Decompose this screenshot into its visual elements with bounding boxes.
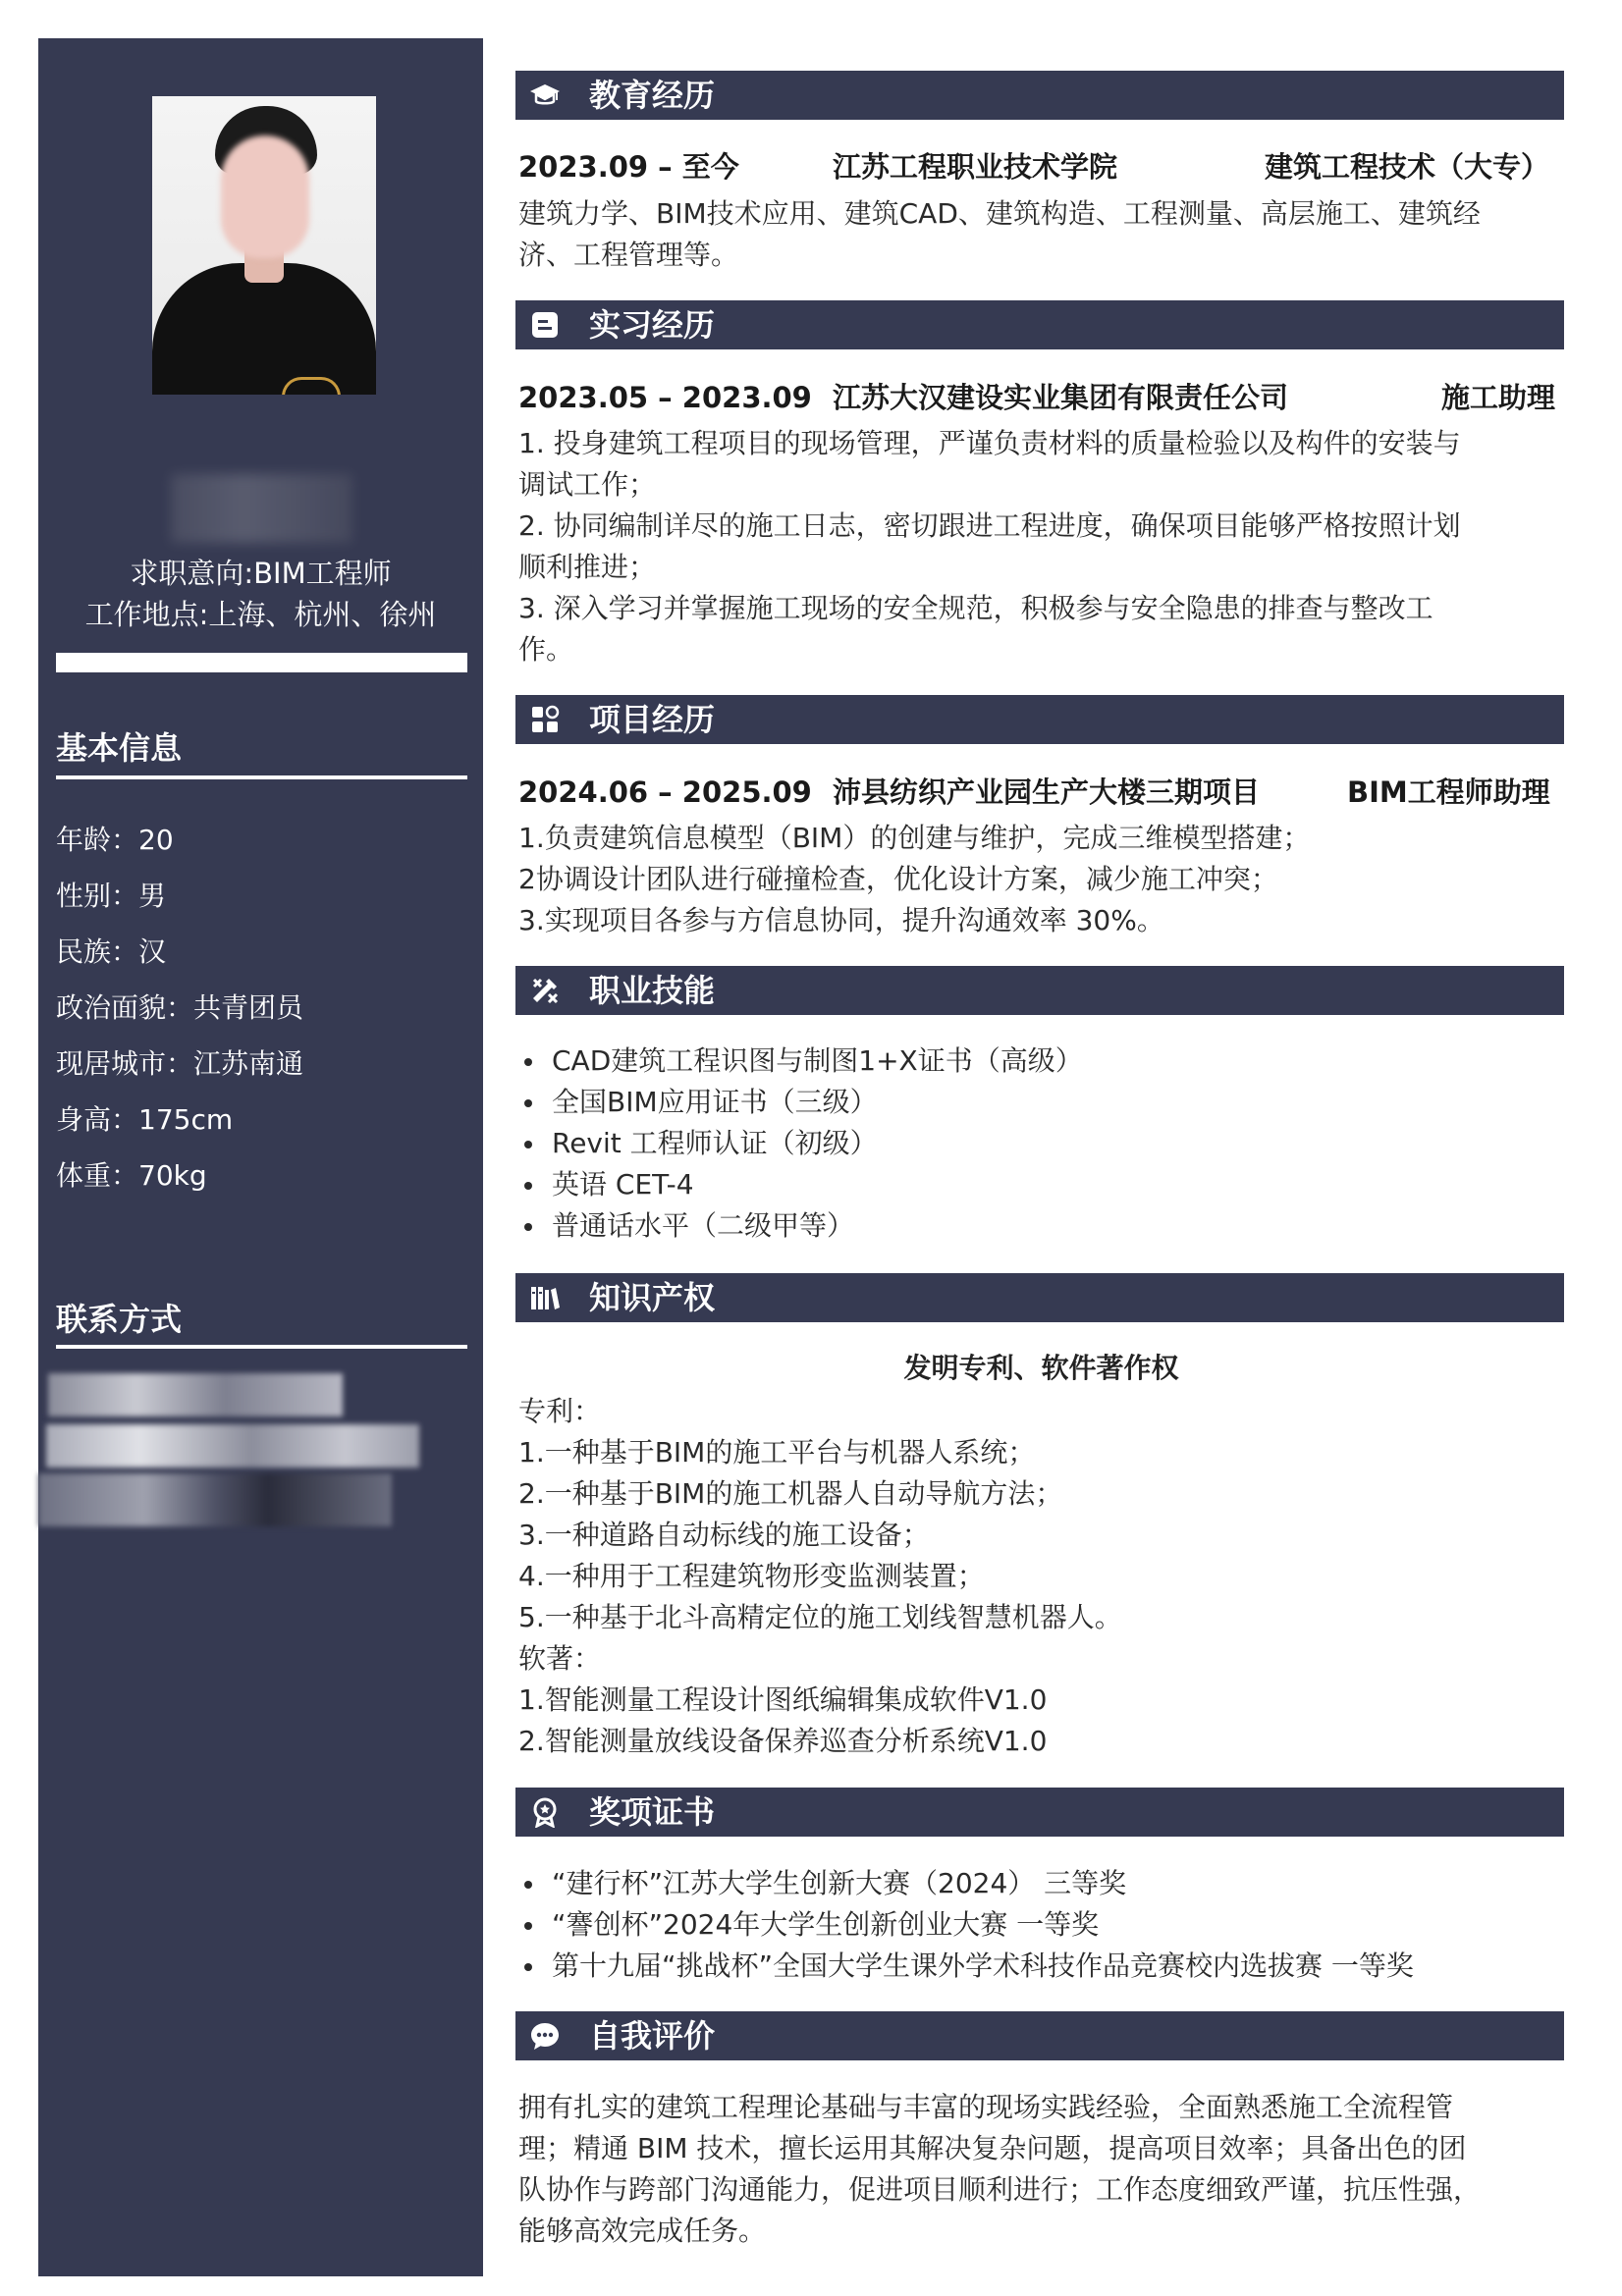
sidebar	[38, 38, 483, 2276]
award-item: “建行杯”江苏大学生创新大赛（2024） 三等奖	[518, 1863, 1414, 1904]
ip-line: 3.一种道路自动标线的施工设备；	[518, 1519, 930, 1551]
awards-title: 奖项证书	[589, 1793, 716, 1831]
awards-list	[518, 1863, 1414, 1987]
info-height: 身高：175cm	[56, 1103, 234, 1136]
internship-title: 实习经历	[589, 306, 716, 344]
grid-icon	[529, 704, 561, 735]
skills-header	[515, 966, 1564, 1015]
basic-info-divider	[56, 775, 467, 779]
contact-divider	[56, 1345, 467, 1349]
books-icon	[529, 1282, 561, 1313]
skill-item: 全国BIM应用证书（三级）	[518, 1082, 1083, 1123]
internship-line: 2. 协同编制详尽的施工日志，密切跟进工程进度，确保项目能够严格按照计划	[518, 509, 1461, 542]
skills-list	[518, 1041, 1083, 1247]
ip-line: 专利：	[518, 1395, 602, 1427]
project-line: 1.负责建筑信息模型（BIM）的创建与维护，完成三维模型搭建；	[518, 822, 1311, 854]
self-eval-header	[515, 2011, 1564, 2060]
self-eval-line: 拥有扎实的建筑工程理论基础与丰富的现场实践经验，全面熟悉施工全流程管	[518, 2091, 1454, 2123]
contact-title: 联系方式	[56, 1301, 183, 1338]
job-intent: 求职意向:BIM工程师	[130, 557, 392, 590]
education-courses-line2: 济、工程管理等。	[518, 239, 739, 271]
project-line: 2协调设计团队进行碰撞检查，优化设计方案，减少施工冲突；	[518, 863, 1278, 895]
info-weight: 体重：70kg	[56, 1159, 207, 1192]
info-gender: 性别：男	[56, 880, 167, 912]
self-eval-line: 理；精通 BIM 技术，擅长运用其解决复杂问题，提高项目效率；具备出色的团	[518, 2132, 1467, 2164]
self-eval-title: 自我评价	[589, 2017, 716, 2055]
internship-line: 作。	[518, 633, 574, 666]
skill-item: 普通话水平（二级甲等）	[518, 1205, 1083, 1247]
redacted-phone	[48, 1373, 343, 1416]
medal-icon	[529, 1796, 561, 1828]
internship-line: 调试工作；	[518, 468, 657, 501]
ip-subtitle: 发明专利、软件著作权	[903, 1352, 1179, 1384]
awards-header	[515, 1788, 1564, 1837]
award-item: “謇创杯”2024年大学生创新创业大赛 一等奖	[518, 1904, 1414, 1946]
project-name: 沛县纺织产业园生产大楼三期项目	[833, 775, 1261, 809]
internship-line: 1. 投身建筑工程项目的现场管理，严谨负责材料的质量检验以及构件的安装与	[518, 427, 1461, 459]
project-header	[515, 695, 1564, 744]
education-courses-line1: 建筑力学、BIM技术应用、建筑CAD、建筑构造、工程测量、高层施工、建筑经	[518, 197, 1481, 230]
ip-line: 2.一种基于BIM的施工机器人自动导航方法；	[518, 1477, 1063, 1510]
chat-bubble-icon	[529, 2020, 561, 2052]
work-location: 工作地点:上海、杭州、徐州	[84, 598, 437, 631]
profile-photo	[152, 96, 376, 395]
skill-item: 英语 CET-4	[518, 1164, 1083, 1205]
skill-item: Revit 工程师认证（初级）	[518, 1123, 1083, 1164]
project-line: 3.实现项目各参与方信息协同，提升沟通效率 30%。	[518, 904, 1164, 936]
education-header	[515, 71, 1564, 120]
skills-title: 职业技能	[589, 972, 716, 1009]
internship-period: 2023.05 – 2023.09	[518, 381, 812, 414]
self-eval-line: 队协作与跨部门沟通能力，促进项目顺利进行；工作态度细致严谨，抗压性强，	[518, 2173, 1482, 2206]
internship-role: 施工助理	[1441, 381, 1556, 414]
redacted-email	[46, 1424, 419, 1468]
info-political: 政治面貌：共青团员	[56, 991, 304, 1024]
document-icon	[529, 309, 561, 341]
ip-line: 5.一种基于北斗高精定位的施工划线智慧机器人。	[518, 1601, 1122, 1633]
project-role: BIM工程师助理	[1347, 775, 1550, 809]
redacted-wechat	[38, 1473, 392, 1526]
skill-item: CAD建筑工程识图与制图1+X证书（高级）	[518, 1041, 1083, 1082]
ip-line: 2.智能测量放线设备保养巡查分析系统V1.0	[518, 1725, 1048, 1757]
ip-line: 1.一种基于BIM的施工平台与机器人系统；	[518, 1436, 1036, 1468]
education-period: 2023.09 – 至今	[518, 150, 739, 184]
self-eval-line: 能够高效完成任务。	[518, 2215, 767, 2247]
ip-header	[515, 1273, 1564, 1322]
education-school: 江苏工程职业技术学院	[833, 150, 1118, 184]
project-title: 项目经历	[589, 701, 716, 738]
ip-line: 4.一种用于工程建筑物形变监测装置；	[518, 1560, 985, 1592]
education-major: 建筑工程技术（大专）	[1265, 150, 1550, 184]
project-period: 2024.06 – 2025.09	[518, 775, 812, 809]
graduation-cap-icon	[529, 80, 561, 111]
ip-line: 1.智能测量工程设计图纸编辑集成软件V1.0	[518, 1683, 1048, 1716]
divider-bar	[56, 653, 467, 672]
education-title: 教育经历	[589, 77, 716, 114]
internship-header	[515, 300, 1564, 349]
info-ethnicity: 民族：汉	[56, 935, 167, 968]
internship-line: 顺利推进；	[518, 551, 657, 583]
internship-line: 3. 深入学习并掌握施工现场的安全规范，积极参与安全隐患的排查与整改工	[518, 592, 1433, 624]
ip-title: 知识产权	[589, 1279, 716, 1316]
info-city: 现居城市：江苏南通	[56, 1047, 304, 1080]
award-item: 第十九届“挑战杯”全国大学生课外学术科技作品竞赛校内选拔赛 一等奖	[518, 1946, 1414, 1987]
ip-line: 软著：	[518, 1642, 602, 1675]
basic-info-title: 基本信息	[56, 729, 183, 767]
tools-icon	[529, 975, 561, 1006]
internship-company: 江苏大汉建设实业集团有限责任公司	[833, 381, 1289, 414]
info-age: 年龄：20	[56, 824, 174, 856]
redacted-name	[171, 474, 352, 543]
